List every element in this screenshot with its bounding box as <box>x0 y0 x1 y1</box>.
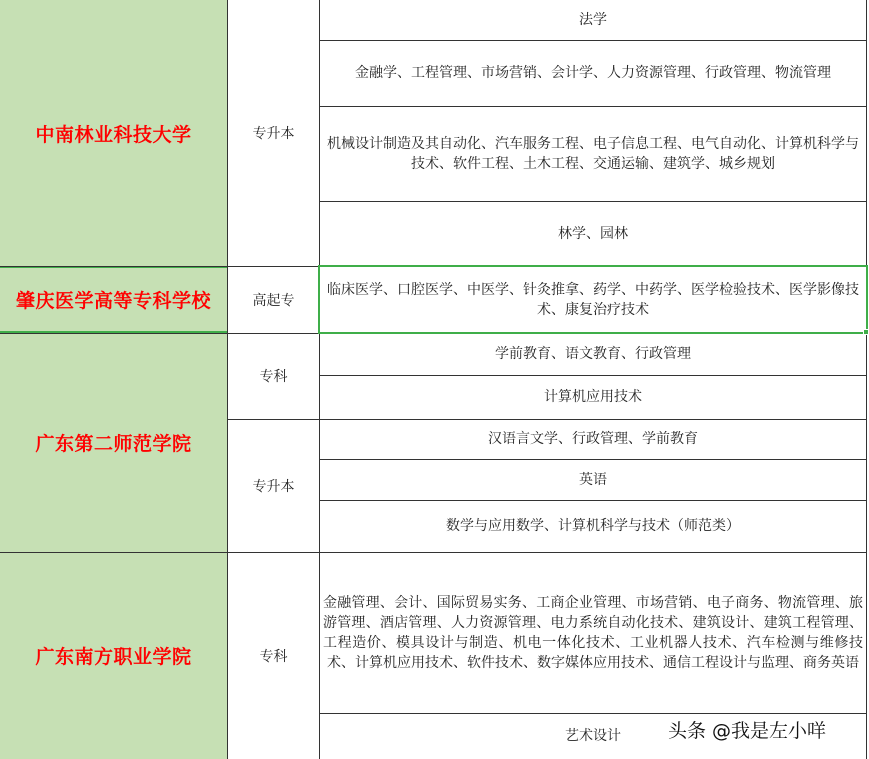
school-cell[interactable] <box>0 0 227 266</box>
major-cell[interactable] <box>320 333 866 375</box>
grid-line <box>320 106 866 107</box>
major-cell[interactable] <box>320 106 866 201</box>
major-cell[interactable] <box>320 40 866 106</box>
major-text: 临床医学、口腔医学、中医学、针灸推拿、药学、中药学、医学检验技术、医学影像技术、康复治疗技术 <box>327 281 859 318</box>
cell-selection-border <box>318 265 868 334</box>
major-cell[interactable] <box>320 552 866 713</box>
level-cell[interactable] <box>228 266 319 333</box>
grid-line <box>320 713 866 714</box>
level-cell[interactable] <box>228 333 319 419</box>
fill-handle[interactable] <box>863 329 869 335</box>
grid-line <box>228 419 866 420</box>
grid-line <box>227 0 228 759</box>
grid-line <box>320 40 866 41</box>
major-text: 英语 <box>579 471 607 488</box>
school-name: 肇庆医学高等专科学校 <box>15 290 211 312</box>
major-text: 林学、园林 <box>558 225 628 242</box>
level-cell[interactable] <box>228 0 319 266</box>
major-cell[interactable] <box>320 201 866 266</box>
major-text: 金融管理、会计、国际贸易实务、工商企业管理、市场营销、电子商务、物流管理、旅游管理、酒店管理、人力资源管理、电力系统自动化技术、建筑设计、建筑工程管理、工程造价、模具设计与制造、机电一体化技术、工业机器人技术、汽车检测与维修技术、计算机应用技术、软件技术、数字媒体应用技术、通信工程设计与监理、商务英语 <box>323 594 863 671</box>
school-cell[interactable] <box>0 266 227 333</box>
major-cell[interactable] <box>320 419 866 459</box>
major-text: 计算机应用技术 <box>544 389 642 405</box>
grid-line <box>320 201 866 202</box>
major-cell[interactable] <box>320 459 866 500</box>
watermark: 头条 @我是左小咩 <box>668 720 827 742</box>
major-text: 机械设计制造及其自动化、汽车服务工程、电子信息工程、电气自动化、计算机科学与技术、软件工程、土木工程、交通运输、建筑学、城乡规划 <box>327 135 859 172</box>
school-cell[interactable] <box>0 333 227 552</box>
grid-line <box>320 375 866 376</box>
school-name: 中南林业科技大学 <box>35 123 192 146</box>
level-cell[interactable] <box>228 419 319 552</box>
major-text: 艺术设计 <box>565 728 621 744</box>
school-cell[interactable] <box>0 552 227 759</box>
major-text: 法学 <box>579 12 607 28</box>
grid-line <box>866 0 867 759</box>
major-cell[interactable] <box>320 375 866 419</box>
level-cell[interactable] <box>228 552 319 759</box>
level-label: 专升本 <box>252 478 295 495</box>
grid-line <box>320 500 866 501</box>
level-label: 专升本 <box>252 126 295 142</box>
major-cell[interactable] <box>320 0 866 40</box>
major-text: 汉语言文学、行政管理、学前教育 <box>488 431 698 447</box>
grid-line <box>0 552 867 553</box>
grid-line <box>320 459 866 460</box>
level-label: 高起专 <box>252 292 295 309</box>
major-text: 学前教育、语文教育、行政管理 <box>495 346 691 362</box>
school-name: 广东第二师范学院 <box>35 433 192 455</box>
level-label: 专科 <box>259 369 288 385</box>
level-label: 专科 <box>259 648 288 665</box>
school-name: 广东南方职业学院 <box>35 646 192 668</box>
major-cell[interactable] <box>320 500 866 552</box>
major-text: 金融学、工程管理、市场营销、会计学、人力资源管理、行政管理、物流管理 <box>355 65 831 81</box>
grid-line <box>319 0 320 759</box>
major-text: 数学与应用数学、计算机科学与技术（师范类） <box>446 518 740 534</box>
